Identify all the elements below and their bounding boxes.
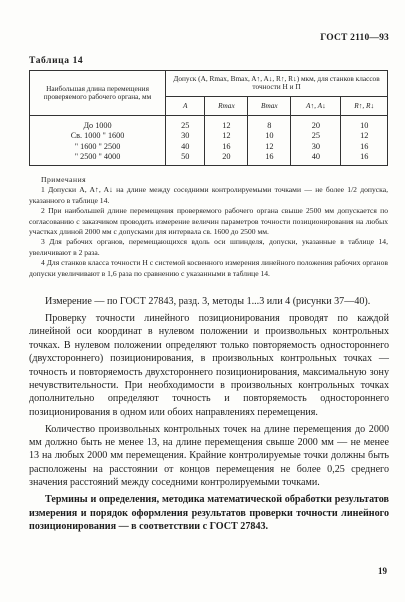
body-paragraph: Проверку точности линейного позиционирования проводят по каждой линейной оси координат в нулевом положении и произвольных контрольных точках. В нулевом положении определяют только повторяемость одностороннего (двухстороннего) позиционирования, в произвольных контрольных точках — точность и повторяемость двухстороннего позиционирования, максимальную зону нечувствительности. При необходимости в произвольных контрольных точках дополнительно определяют точность и повторяемость одностороннего позиционирования в одном или обоих направлениях перемещения. bbox=[29, 312, 389, 418]
subheader-a: A bbox=[166, 96, 205, 115]
cell-r-arrows: 12 bbox=[341, 131, 388, 141]
table-header-row bbox=[30, 71, 388, 97]
page-number: 19 bbox=[378, 566, 387, 576]
subheader-r-arrows: R↑, R↓ bbox=[341, 96, 388, 115]
cell-a-arrows: 40 bbox=[291, 152, 341, 166]
table-row bbox=[30, 131, 388, 141]
cell-a: 50 bbox=[166, 152, 205, 166]
note-item: 2 При наибольшей длине перемещения проверяемого рабочего органа свыше 2500 мм допускается по согласованию с заказчиком проводить измерение величин параметров точности позиционирования на любых участках длиной 2000 мм с допусками для интервала св. 1600 до 2500 мм. bbox=[29, 206, 388, 237]
cell-r-arrows: 16 bbox=[341, 152, 388, 166]
cell-a-arrows: 25 bbox=[291, 131, 341, 141]
tolerance-table bbox=[29, 70, 388, 166]
row-label: До 1000 bbox=[30, 116, 166, 132]
table-row bbox=[30, 142, 388, 152]
notes-block bbox=[29, 175, 388, 279]
cell-a-arrows: 20 bbox=[291, 116, 341, 132]
cell-r-arrows: 16 bbox=[341, 142, 388, 152]
cell-bmax: 12 bbox=[248, 142, 291, 152]
table-row bbox=[30, 152, 388, 166]
body-paragraph: Термины и определения, методика математической обработки результатов измерения и порядок оформления результатов проверки точности линейного позиционирования — в соответствии с ГОСТ 27843. bbox=[29, 494, 389, 532]
body-paragraph: Измерение — по ГОСТ 27843, разд. 3, методы 1...3 или 4 (рисунки 37—40). bbox=[45, 296, 371, 307]
subheader-a-arrows: A↑, A↓ bbox=[291, 96, 341, 115]
cell-bmax: 10 bbox=[248, 131, 291, 141]
cell-bmax: 8 bbox=[248, 116, 291, 132]
subheader-bmax: Bmax bbox=[248, 96, 291, 115]
cell-r-arrows: 10 bbox=[341, 116, 388, 132]
cell-a: 40 bbox=[166, 142, 205, 152]
cell-rmax: 16 bbox=[205, 142, 248, 152]
table-row bbox=[30, 116, 388, 132]
subheader-rmax: Rmax bbox=[205, 96, 248, 115]
cell-rmax: 20 bbox=[205, 152, 248, 166]
row-label: " 1600 " 2500 bbox=[30, 142, 166, 152]
cell-bmax: 16 bbox=[248, 152, 291, 166]
tolerance-group-header: Допуск (A, Rmax, Bmax, A↑, A↓, R↑, R↓) мкм, для станков классов точности Н и П bbox=[166, 71, 388, 97]
page-header-standard: ГОСТ 2110—93 bbox=[320, 33, 389, 43]
note-item: 1 Допуски A, A↑, A↓ на длине между соседними контролируемыми точками — не более 1/2 допуска, указанного в таблице 14. bbox=[29, 185, 388, 205]
note-item: 3 Для рабочих органов, перемещающихся вдоль оси шпинделя, допуски, указанные в таблице 14, увеличивают в 2 раза. bbox=[29, 237, 388, 257]
cell-rmax: 12 bbox=[205, 131, 248, 141]
cell-rmax: 12 bbox=[205, 116, 248, 132]
cell-a: 25 bbox=[166, 116, 205, 132]
body-paragraph: Количество произвольных контрольных точек на длине перемещения до 2000 мм должно быть не менее 13, на длине перемещения свыше 2000 мм — не менее 13 на любых 2000 мм перемещения. Крайние контролируемые точки должны быть расположены на расстоянии от концов перемещения не более 0,25 среднего значения расстояний между соседними контролируемыми точками. bbox=[29, 423, 389, 489]
row-label: " 2500 " 4000 bbox=[30, 152, 166, 166]
row-label: Св. 1000 " 1600 bbox=[30, 131, 166, 141]
note-item: 4 Для станков класса точности Н с системой косвенного измерения линейного положения рабочих органов допуски увеличивают в 1,6 раза по сравнению с указанными в таблице 14. bbox=[29, 258, 388, 278]
body-text bbox=[29, 295, 389, 537]
col-length-header: Наибольшая длина перемещения проверяемого рабочего органа, мм bbox=[30, 71, 166, 116]
cell-a: 30 bbox=[166, 131, 205, 141]
notes-title: Примечания bbox=[41, 175, 87, 184]
cell-a-arrows: 30 bbox=[291, 142, 341, 152]
table-title: Таблица 14 bbox=[29, 56, 84, 66]
